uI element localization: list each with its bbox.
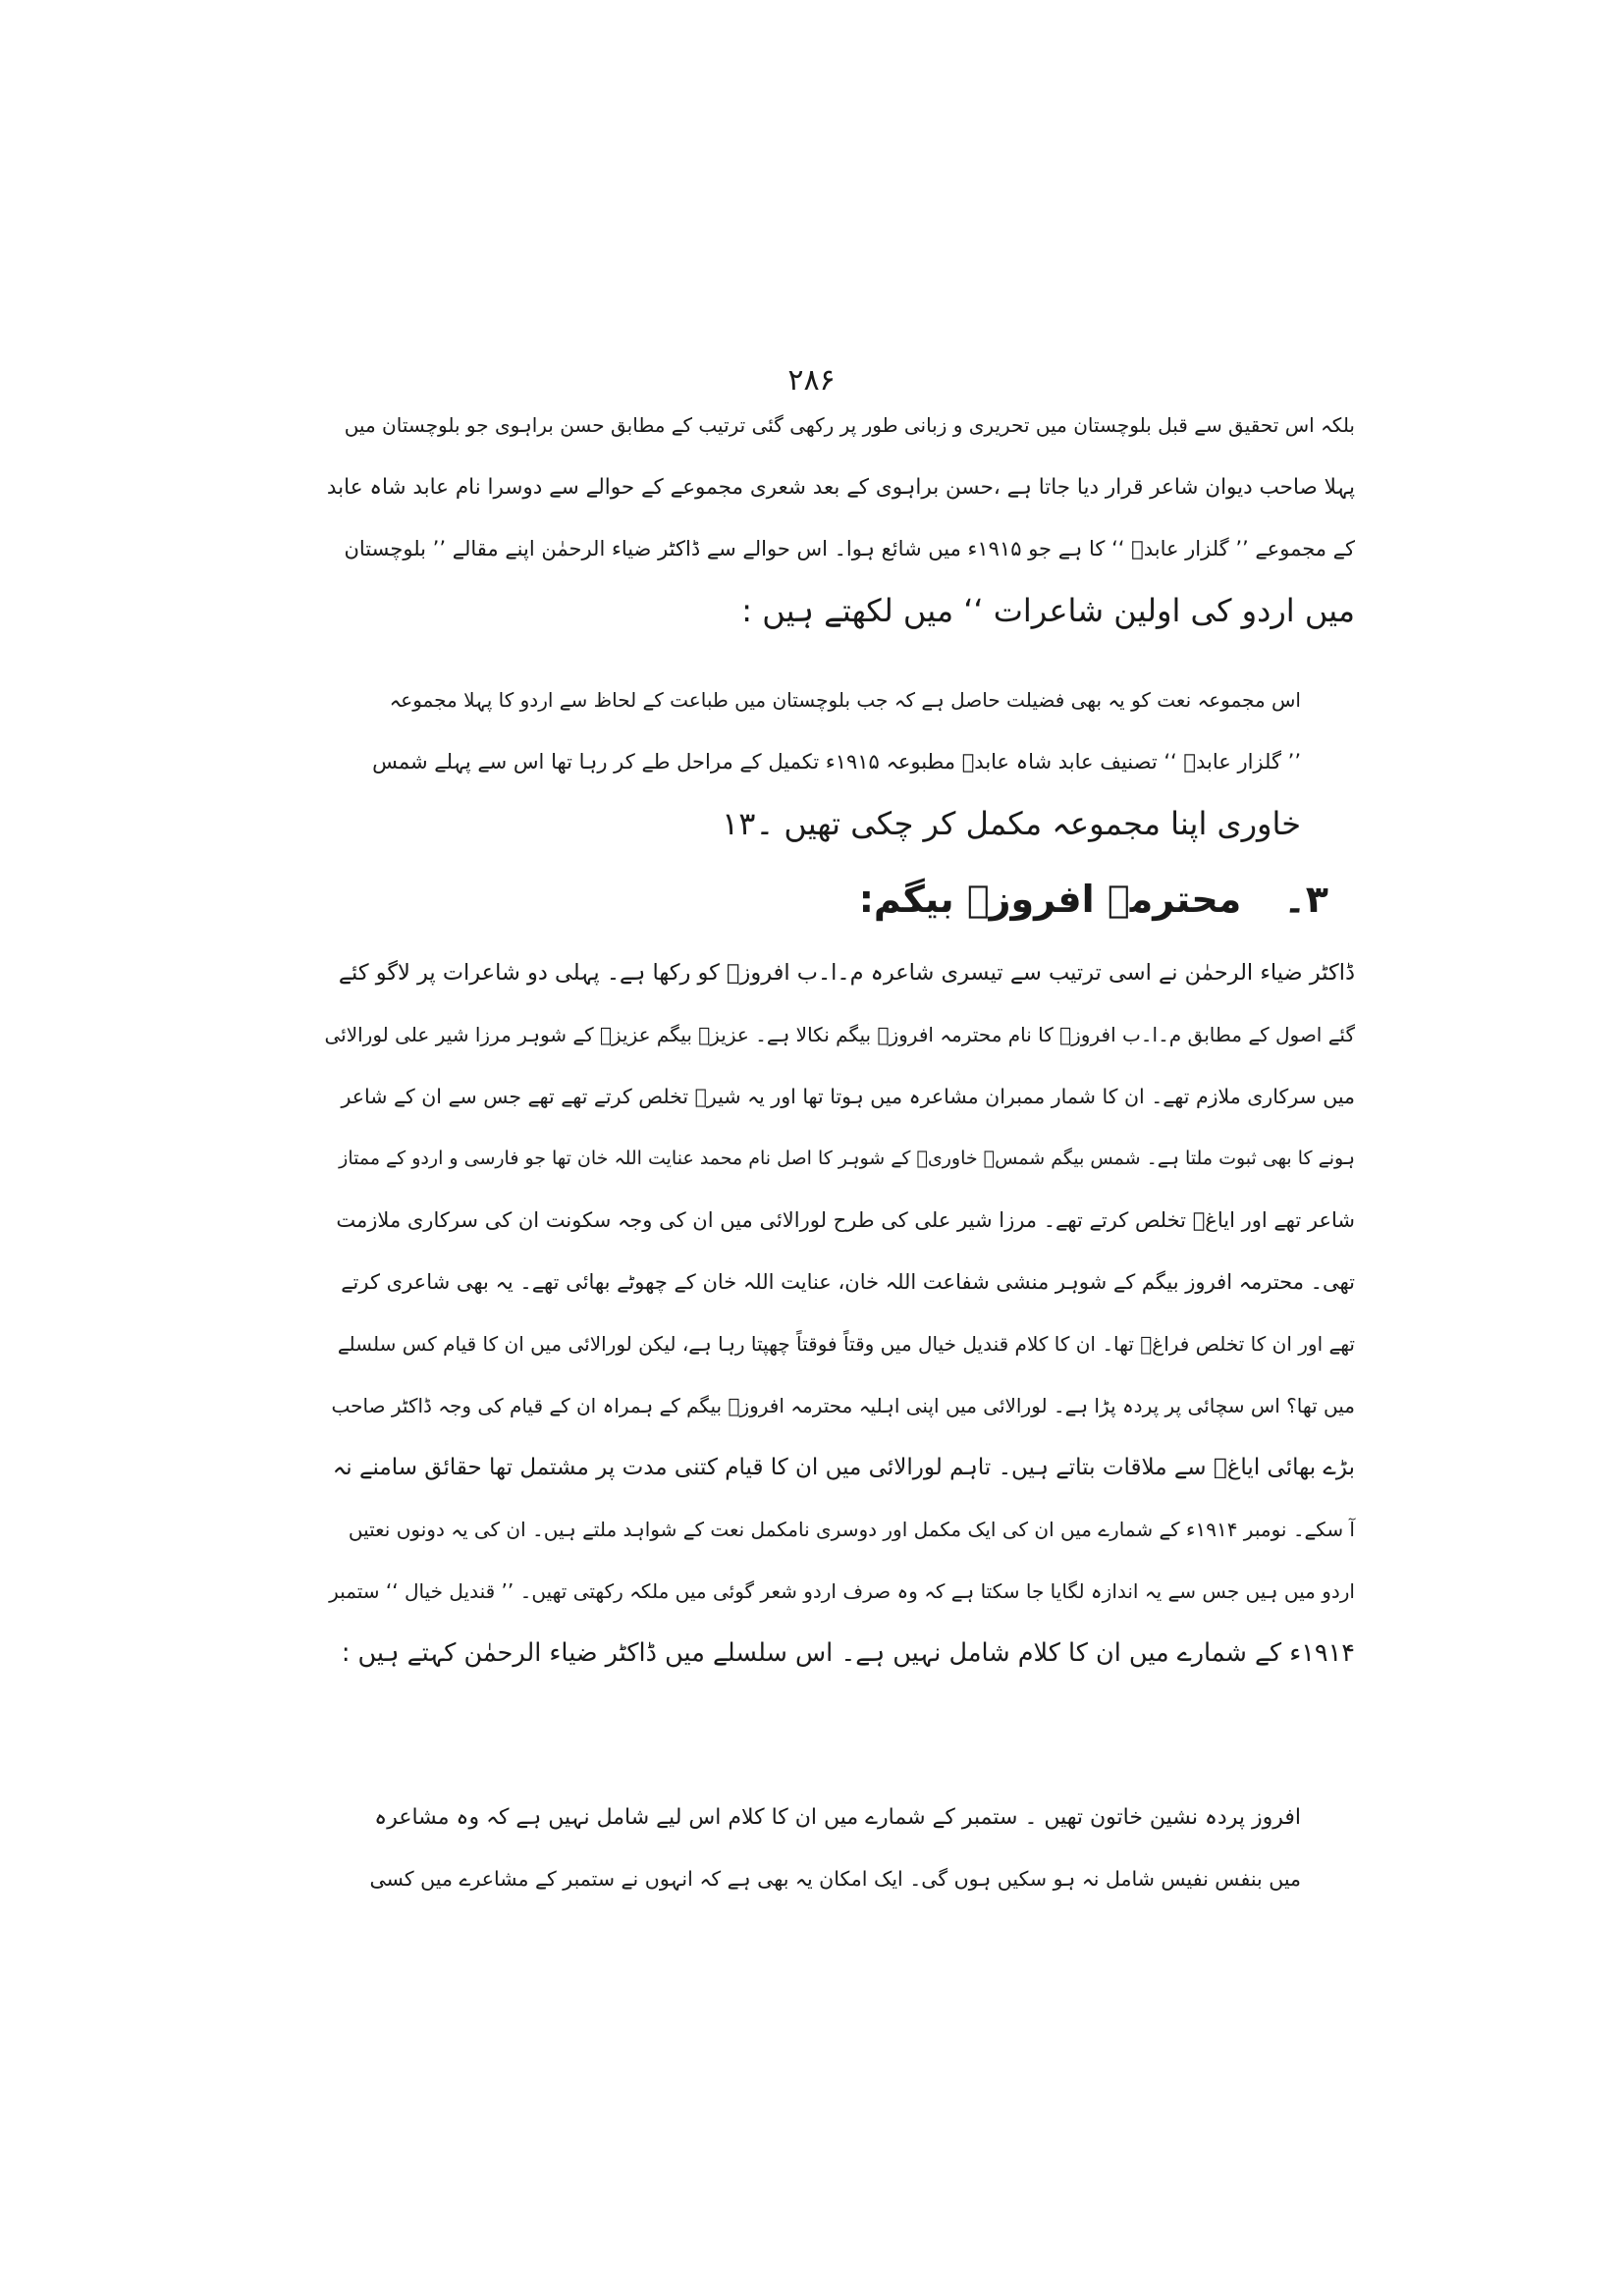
paragraph-line: تھے اور ان کا تخلص فراغؔ تھا۔ ان کا کلام قندیل خیال میں وقتاً فوقتاً چھپتا رہا ہے، لیکن لورالائی میں ان کا قیام کس سلسلے	[337, 1332, 1355, 1356]
block-quote	[368, 669, 1301, 855]
paragraph-line: آ سکے۔ نومبر ۱۹۱۴ء کے شمارے میں ان کی ایک مکمل اور دوسری نامکمل نعت کے شواہد ملتے ہیں۔ ان کی یہ دونوں نعتیں	[348, 1518, 1355, 1541]
paragraph-line: پہلا صاحب دیوان شاعر قرار دیا جاتا ہے ،حسن براہوی کے بعد شعری مجموعے کے حوالے سے دوسرا نام عابد شاہ عابد	[326, 475, 1355, 500]
quote-line: میں بنفس نفیس شامل نہ ہو سکیں ہوں گی۔ ایک امکان یہ بھی ہے کہ انہوں نے ستمبر کے مشاعرے میں کسی	[369, 1867, 1301, 1891]
paragraph-line: تھی۔ محترمہ افروز بیگم کے شوہر منشی شفاعت اللہ خان، عنایت اللہ خان کے چھوٹے بھائی تھے۔ یہ بھی شاعری کرتے	[341, 1270, 1355, 1294]
quote-line: خاوری اپنا مجموعہ مکمل کر چکی تھیں ۔۱۳	[722, 805, 1301, 842]
paragraph-line: ہونے کا بھی ثبوت ملتا ہے۔ شمس بیگم شمسؔ خاوریؔ کے شوہر کا اصل نام محمد عنایت اللہ خان تھا جو فارسی و اردو کے ممتاز	[339, 1148, 1355, 1169]
paragraph-line: شاعر تھے اور ایاغؔ تخلص کرتے تھے۔ مرزا شیر علی کی طرح لورالائی میں ان کی وجہ سکونت ان کی سرکاری ملازمت	[336, 1208, 1355, 1232]
paragraph-line: میں تھا؟ اس سچائی پر پردہ پڑا ہے۔ لورالائی میں اپنی اہلیہ محترمہ افروزؔ بیگم کے ہمراہ ان کے قیام کی وجہ ڈاکٹر صاحب	[331, 1394, 1355, 1417]
paragraph-line: کے مجموعے ’’ گلزار عابدؔ ‘‘ کا ہے جو ۱۹۱۵ء میں شائع ہوا۔ اس حوالے سے ڈاکٹر ضیاء الرحمٰن اپنے مقالے ’’ بلوچستان	[344, 537, 1355, 561]
quote-line: افروز پردہ نشین خاتون تھیں ۔ ستمبر کے شمارے میں ان کا کلام اس لیے شامل نہیں ہے کہ وہ مشاعرہ	[374, 1805, 1301, 1830]
quote-line: ’’ گلزار عابدؔ ‘‘ تصنیف عابد شاہ عابدؔ مطبوعہ ۱۹۱۵ء تکمیل کے مراحل طے کر رہا تھا اس سے پہلے شمس	[372, 750, 1301, 774]
section-number: ۳۔	[1283, 878, 1328, 921]
paragraph-line: بلکہ اس تحقیق سے قبل بلوچستان میں تحریری و زبانی طور پر رکھی گئی ترتیب کے مطابق حسن براہوی جو بلوچستان میں	[344, 413, 1355, 437]
paragraph-line: میں اردو کی اولین شاعرات ‘‘ میں لکھتے ہیں :	[741, 592, 1355, 629]
paragraph-line: گئے اصول کے مطابق م۔ا۔ب افروزؔ کا نام محترمہ افروزؔ بیگم نکالا ہے۔ عزیزؔ بیگم عزیزؔ کے شوہر مرزا شیر علی لورالائی	[324, 1023, 1355, 1046]
paragraph-line: ڈاکٹر ضیاء الرحمٰن نے اسی ترتیب سے تیسری شاعرہ م۔ا۔ب افروزؔ کو رکھا ہے۔ پہلی دو شاعرات پر لاگو کئے	[338, 960, 1355, 986]
paragraph-line: بڑے بھائی ایاغؔ سے ملاقات بتاتے ہیں۔ تاہم لورالائی میں ان کا قیام کتنی مدت پر مشتمل تھا حقائق سامنے نہ	[332, 1455, 1355, 1480]
paragraph-line: ۱۹۱۴ء کے شمارے میں ان کا کلام شامل نہیں ہے۔ اس سلسلے میں ڈاکٹر ضیاء الرحمٰن کہتے ہیں :	[341, 1638, 1355, 1668]
body-paragraph	[324, 942, 1355, 1684]
quote-line: اس مجموعہ نعت کو یہ بھی فضیلت حاصل ہے کہ جب بلوچستان میں طباعت کے لحاظ سے اردو کا پہلا مجموعہ	[389, 688, 1301, 712]
section-heading	[859, 872, 1328, 927]
paragraph-line: میں سرکاری ملازم تھے۔ ان کا شمار ممبران مشاعرہ میں ہوتا تھا اور یہ شیرؔ تخلص کرتے تھے تھے جس سے ان کے شاعر	[341, 1085, 1355, 1108]
intro-paragraph	[324, 395, 1355, 642]
page-number: ۲۸۶	[787, 363, 836, 398]
section-title: محترمہ افروزؔ بیگم:	[858, 878, 1242, 921]
block-quote	[368, 1787, 1301, 1910]
paragraph-line: اردو میں ہیں جس سے یہ اندازہ لگایا جا سکتا ہے کہ وہ صرف اردو شعر گوئی میں ملکہ رکھتی تھیں۔ ’’ قندیل خیال ‘‘ ستمبر	[329, 1579, 1355, 1603]
